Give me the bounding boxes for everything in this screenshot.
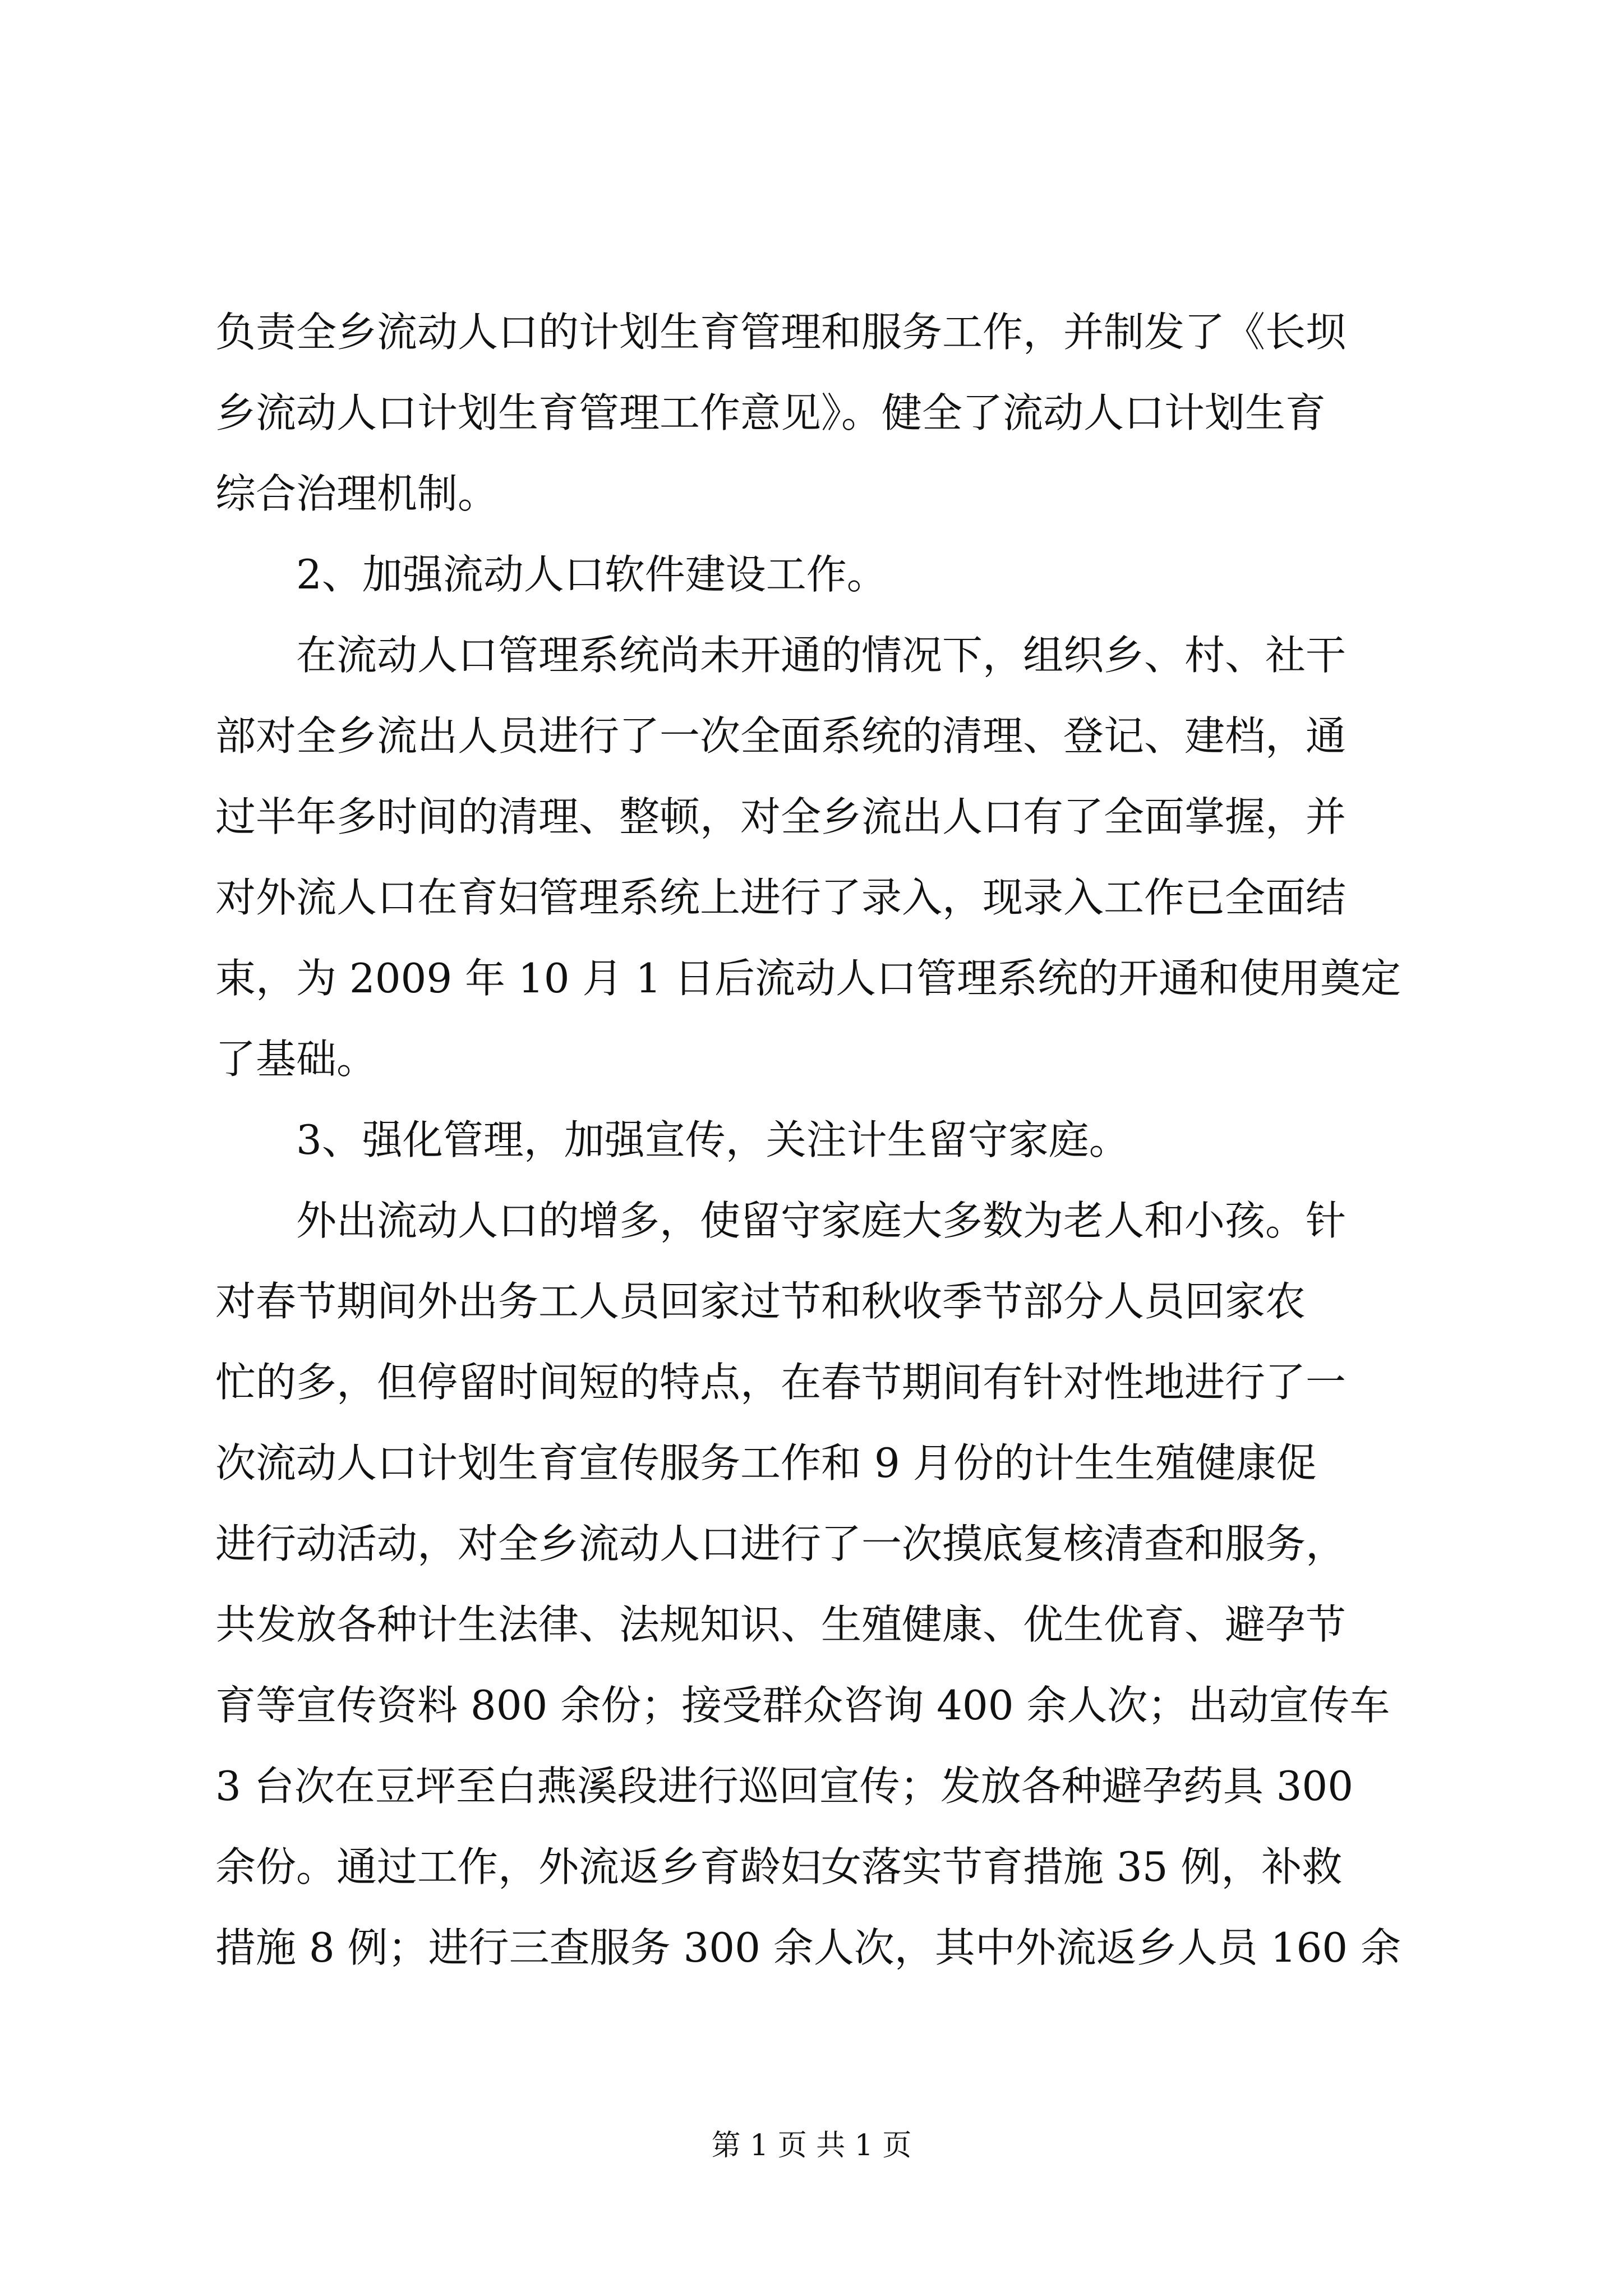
text-line: 负责全乡流动人口的计划生育管理和服务工作，并制发了《长坝 (215, 309, 1347, 356)
text-line: 束，为 2009 年 10 月 1 日后流动人口管理系统的开通和使用奠定 (215, 955, 1401, 1002)
text-line: 对春节期间外出务工人员回家过节和秋收季节部分人员回家农 (215, 1278, 1306, 1325)
text-line: 综合治理机制。 (215, 470, 499, 517)
text-line: 措施 8 例；进行三查服务 300 余人次，其中外流返乡人员 160 余 (215, 1924, 1401, 1971)
document-body (215, 292, 1421, 1988)
text-line: 余份。通过工作，外流返乡育龄妇女落实节育措施 35 例，补救 (215, 1843, 1343, 1890)
text-line: 进行动活动，对全乡流动人口进行了一次摸底复核清查和服务， (215, 1520, 1347, 1567)
text-line: 乡流动人口计划生育管理工作意见》。健全了流动人口计划生育 (215, 389, 1326, 436)
text-line: 育等宣传资料 800 余份；接受群众咨询 400 余人次；出动宣传车 (215, 1682, 1390, 1729)
text-line: 忙的多，但停留时间短的特点，在春节期间有针对性地进行了一 (215, 1359, 1347, 1406)
text-line: 部对全乡流出人员进行了一次全面系统的清理、登记、建档，通 (215, 712, 1347, 760)
text-line: 3 台次在豆坪至白燕溪段进行巡回宣传；发放各种避孕药具 300 (215, 1763, 1354, 1810)
section-heading-3: 3、强化管理，加强宣传，关注计生留守家庭。 (215, 1116, 1129, 1163)
text-line: 了基础。 (215, 1036, 377, 1083)
text-line: 在流动人口管理系统尚未开通的情况下，组织乡、村、社干 (215, 632, 1347, 679)
text-line: 外出流动人口的增多，使留守家庭大多数为老人和小孩。针 (215, 1197, 1347, 1244)
page-number-label: 第 1 页 共 1 页 (711, 2129, 912, 2162)
text-line: 对外流人口在育妇管理系统上进行了录入，现录入工作已全面结 (215, 874, 1347, 921)
page-footer (0, 2126, 1623, 2165)
text-line: 共发放各种计生法律、法规知识、生殖健康、优生优育、避孕节 (215, 1601, 1347, 1648)
text-line: 次流动人口计划生育宣传服务工作和 9 月份的计生生殖健康促 (215, 1439, 1317, 1487)
text-line: 过半年多时间的清理、整顿，对全乡流出人口有了全面掌握，并 (215, 793, 1347, 840)
section-heading-2: 2、加强流动人口软件建设工作。 (215, 551, 887, 598)
